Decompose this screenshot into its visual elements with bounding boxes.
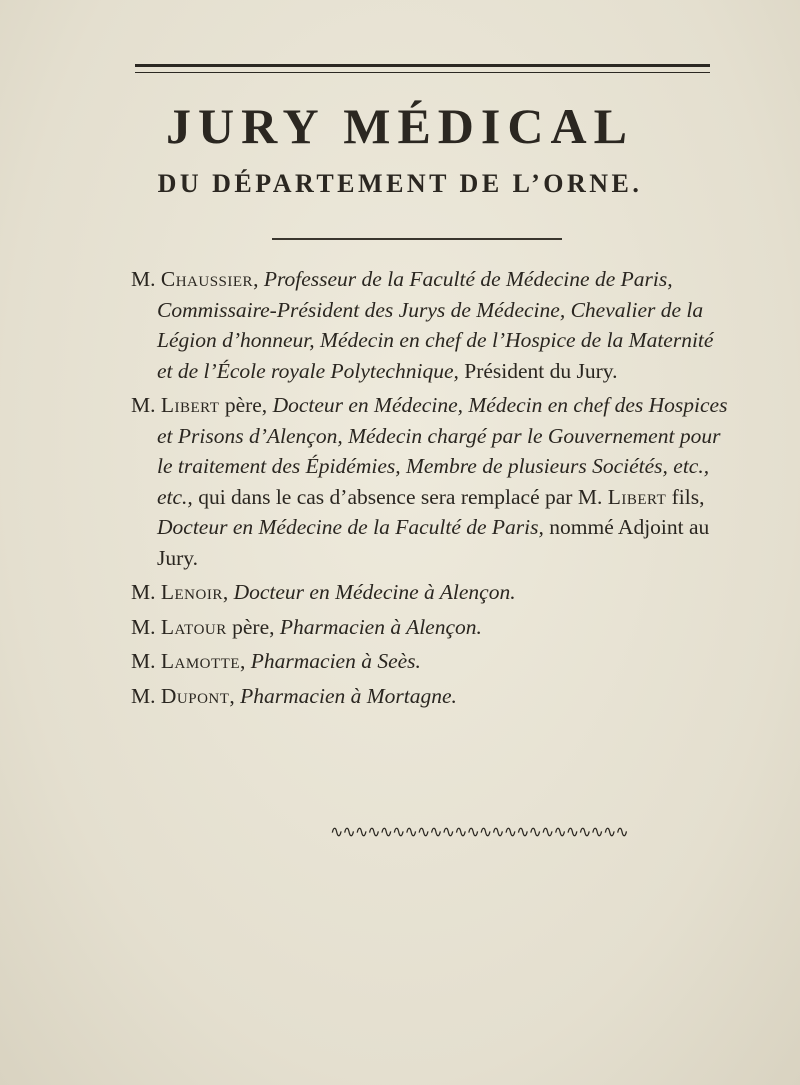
member-role: qui dans le cas d’absence sera remplacé par M. <box>192 484 608 509</box>
jury-member-chaussier <box>131 264 731 386</box>
member-name: Latour <box>160 614 227 639</box>
honorific: M. <box>131 580 161 604</box>
jury-member-dupont <box>131 681 731 712</box>
member-titles: Pharmacien à Alençon. <box>279 614 482 639</box>
jury-member-latour <box>131 612 731 643</box>
separator: , <box>222 580 234 604</box>
honorific: M. <box>131 393 161 417</box>
page-title: JURY MÉDICAL <box>166 98 634 154</box>
separator: père, <box>219 393 273 417</box>
separator: , <box>240 649 251 673</box>
member-name: Libert <box>160 393 220 417</box>
separator: , <box>229 683 241 708</box>
member-name: Dupont <box>160 683 230 708</box>
page-subtitle: DU DÉPARTEMENT DE L’ORNE. <box>157 169 643 198</box>
honorific: M. <box>131 267 161 291</box>
jury-member-libert <box>131 390 731 573</box>
closing-ornament: ∿∿∿∿∿∿∿∿∿∿∿∿∿∿∿∿∿∿∿∿∿∿∿∿ <box>330 824 628 841</box>
honorific: M. <box>131 683 161 708</box>
member-titles: Docteur en Médecine à Alençon. <box>233 580 516 604</box>
member-titles: Professeur de la Faculté de Médecine de Paris, Commissaire-Président des Jurys de Médecine, Chevalier de la Légion d’honneur, Médecin en chef de l’Hospice de la Maternité et de l’École royale Polytechnique, <box>157 267 714 383</box>
member-titles: Pharmacien à Seès. <box>250 649 421 673</box>
member-titles: Pharmacien à Mortagne. <box>240 683 457 708</box>
jury-member-lamotte <box>131 646 731 677</box>
honorific: M. <box>131 649 161 673</box>
member-name: Lamotte <box>160 649 240 673</box>
top-double-rule <box>135 64 710 73</box>
substitute-role: nommé Adjoint au Jury. <box>157 515 710 570</box>
member-name: Lenoir <box>160 580 223 604</box>
member-role: Président du Jury. <box>458 358 618 383</box>
honorific: M. <box>131 614 161 639</box>
jury-member-lenoir <box>131 577 731 608</box>
substitute-titles: Docteur en Médecine de la Faculté de Paris, <box>157 515 544 539</box>
member-name: Chaussier <box>160 267 254 291</box>
separator: père, <box>226 614 280 639</box>
section-divider <box>272 238 562 240</box>
substitute-relation: fils, <box>666 484 705 509</box>
member-titles: Docteur en Médecine, Médecin en chef des Hospices et Prisons d’Alençon, Médecin chargé par le Gouvernement pour le traitement des Épidémies, Membre de plusieurs Sociétés, etc., etc., <box>157 393 728 509</box>
jury-member-list <box>131 264 731 715</box>
substitute-name: Libert <box>607 484 667 509</box>
separator: , <box>253 267 264 291</box>
